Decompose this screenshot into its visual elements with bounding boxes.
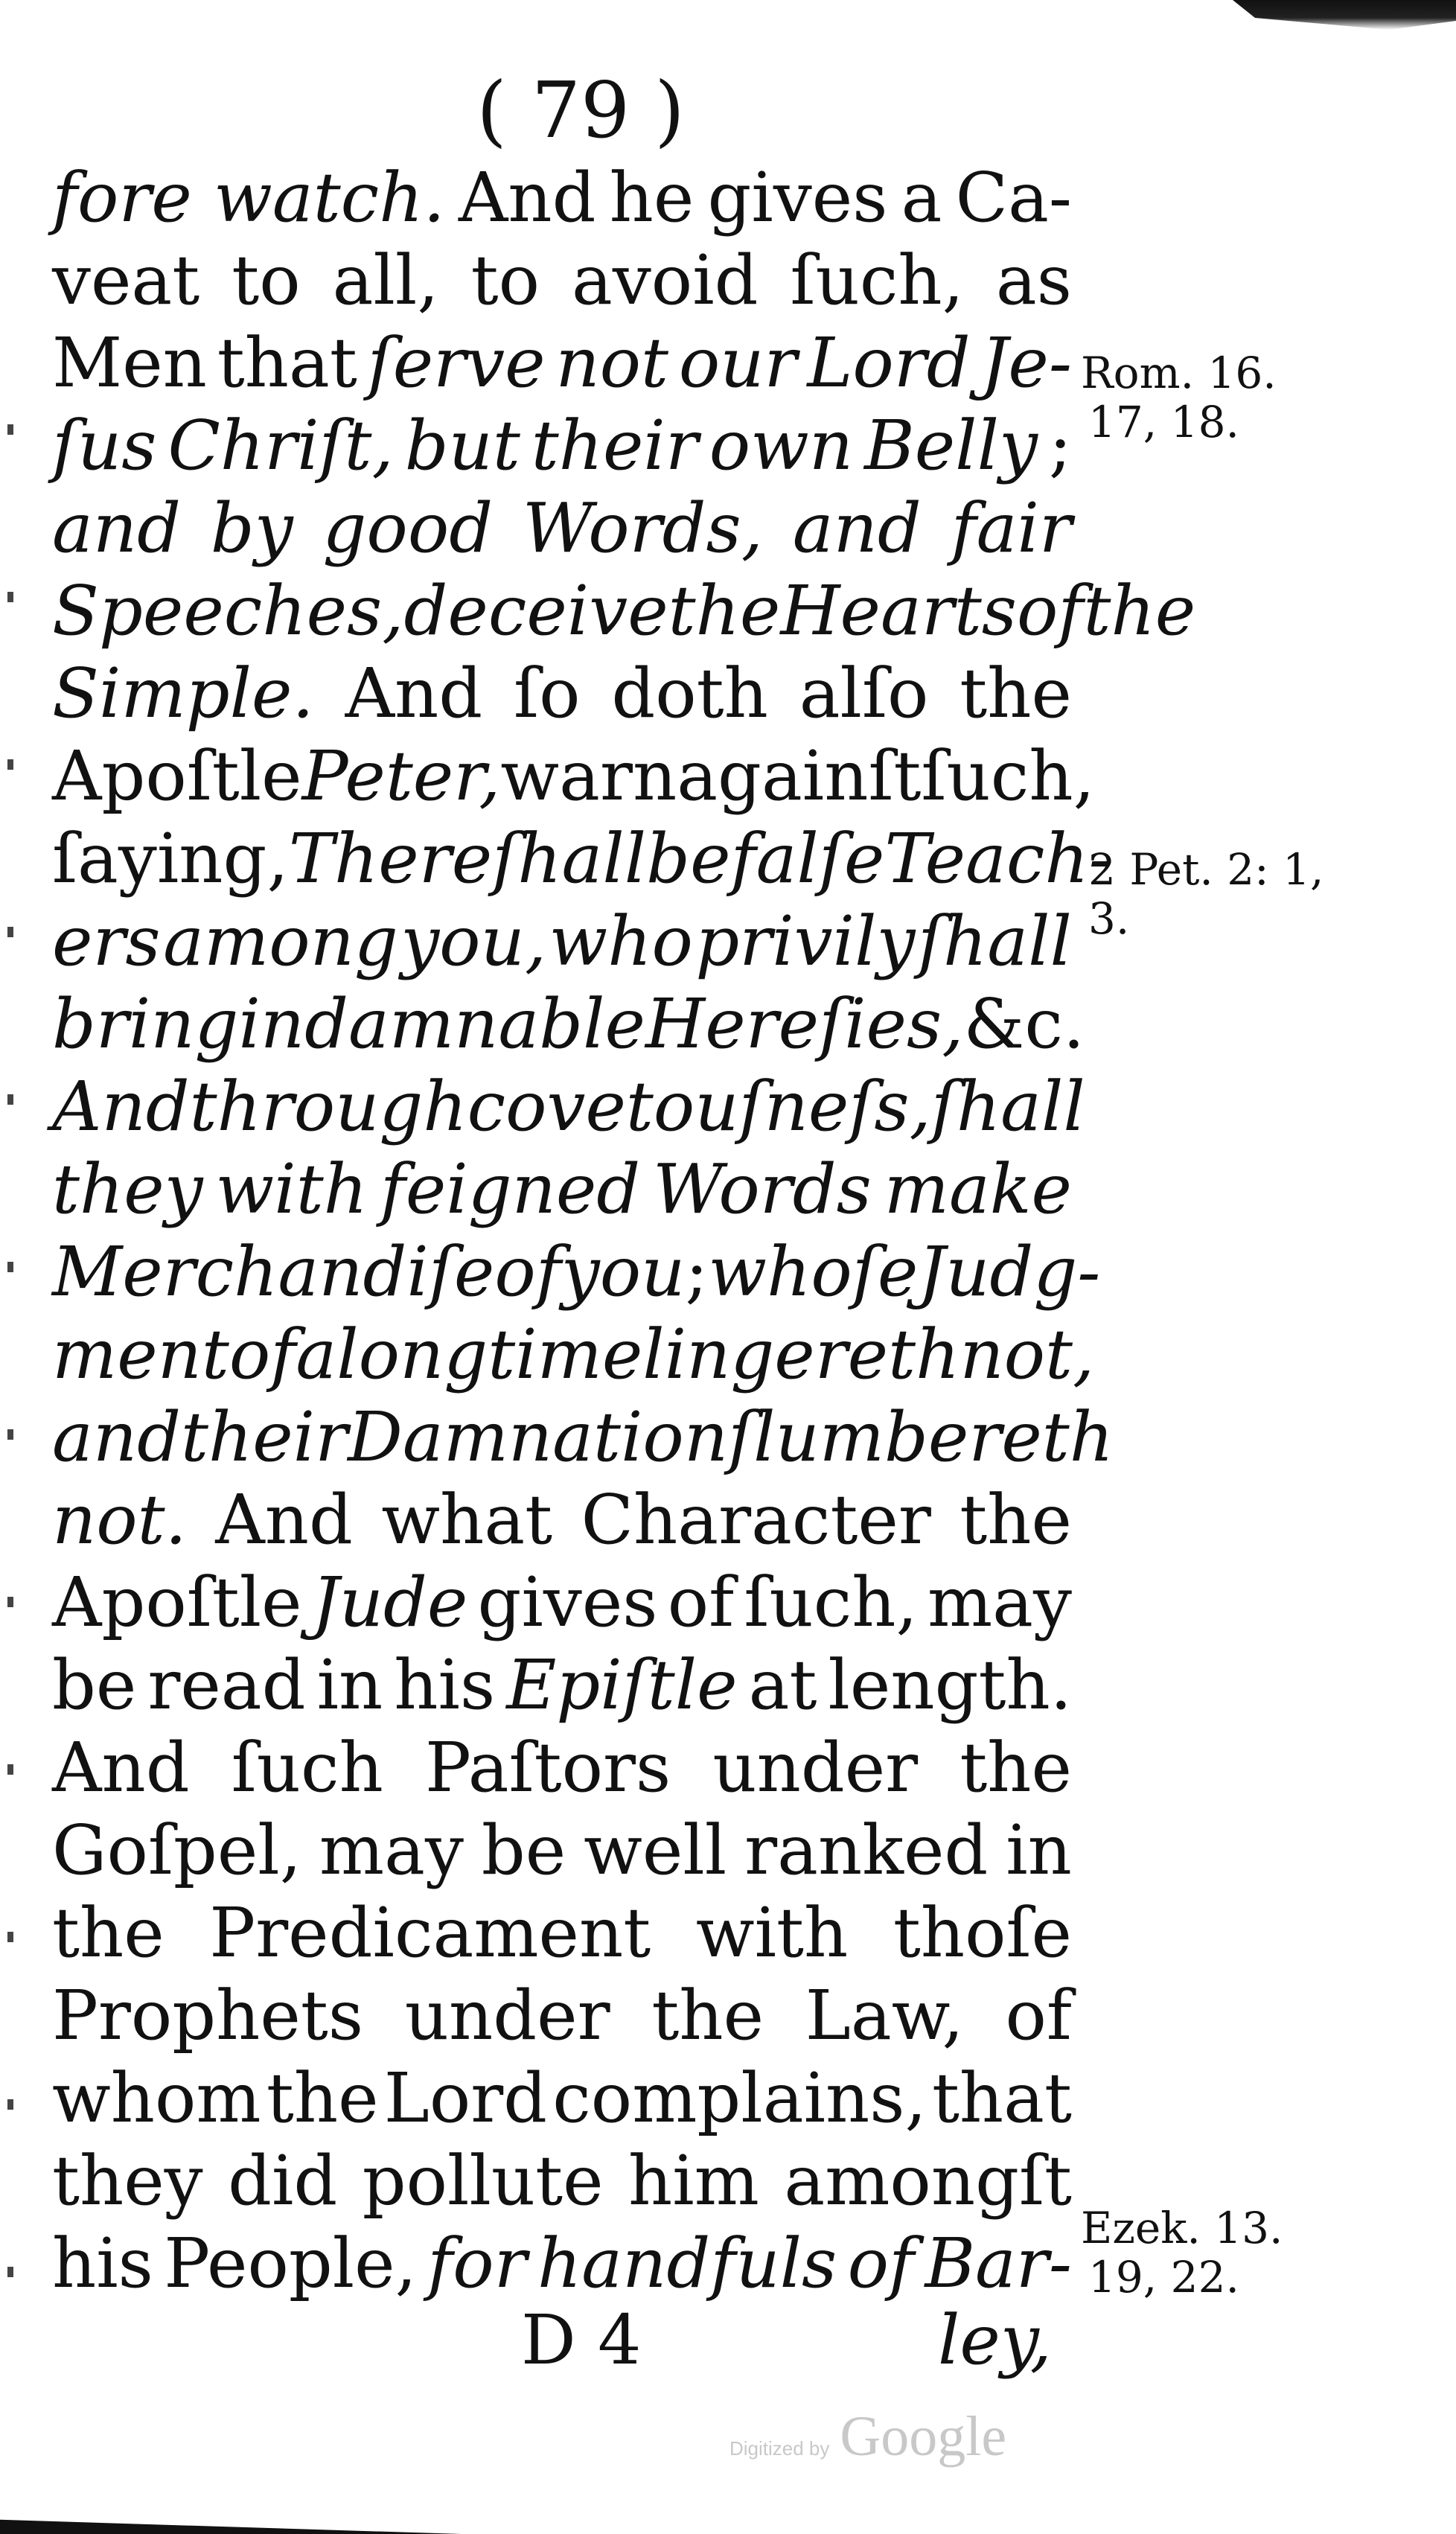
page-number: ( 79 ): [476, 65, 685, 156]
word: his: [394, 1645, 496, 1725]
text-line: [52, 983, 1085, 1065]
word: And: [215, 1480, 353, 1560]
word: not: [555, 323, 669, 403]
word: all,: [332, 240, 439, 320]
word: whom: [52, 2058, 261, 2138]
word: the: [960, 654, 1072, 733]
word: of: [494, 1232, 561, 1312]
word: of: [667, 1563, 735, 1642]
margin-note-line: 3.: [1088, 893, 1130, 944]
word: ſuch,: [744, 1563, 918, 1642]
word: not.: [52, 1480, 187, 1560]
catchword: ley,: [938, 2300, 1052, 2380]
text-line: [52, 900, 1072, 983]
word: Ca-: [955, 158, 1072, 237]
margin-note-pet: [1088, 845, 1324, 943]
word: doth: [611, 654, 768, 733]
word: And: [52, 1728, 190, 1807]
word: Goſpel,: [52, 1810, 301, 1890]
word: under: [712, 1728, 919, 1807]
word: covetouſneſs,: [467, 1067, 931, 1146]
word: and: [52, 488, 181, 568]
word: but: [404, 406, 520, 485]
word: the: [1083, 571, 1196, 651]
text-line: [52, 1644, 1072, 1726]
word: ſuch,: [790, 240, 964, 320]
text-line: [52, 652, 1072, 735]
margin-note-line: 2 Pet. 2: 1,: [1088, 844, 1324, 895]
word: gives: [477, 1563, 658, 1642]
word: and: [792, 488, 922, 568]
word: gives: [707, 158, 888, 237]
word: Belly: [864, 406, 1038, 485]
word: make: [884, 1149, 1072, 1229]
word: avoid: [571, 240, 759, 320]
text-line: [52, 1396, 1114, 1478]
margin-note-line: Ezek. 13.: [1081, 2203, 1283, 2253]
text-line: [52, 1148, 1072, 1231]
word: who: [549, 901, 693, 981]
word: ſlumbereth: [728, 1397, 1114, 1477]
word: not,: [960, 1315, 1095, 1394]
word: feigned: [380, 1149, 641, 1229]
word: with: [695, 1893, 849, 1973]
word: Bar-: [925, 2224, 1072, 2303]
word: fore watch.: [52, 158, 445, 237]
word: the: [266, 2058, 379, 2138]
word: among: [163, 901, 398, 981]
word: he: [609, 158, 695, 237]
word: veat: [52, 240, 200, 320]
word: damnable: [304, 984, 645, 1064]
word: him: [628, 2141, 759, 2221]
word: a: [901, 158, 942, 237]
word: ſus: [52, 406, 157, 485]
text-line: [52, 569, 1196, 652]
word: did: [228, 2141, 338, 2221]
digitized-by-label: Digitized by: [729, 2437, 830, 2460]
google-wordmark: Google: [840, 2405, 1007, 2468]
text-line: [52, 1561, 1072, 1644]
word: Words: [653, 1149, 872, 1229]
word: Teach-: [884, 819, 1112, 899]
word: for: [427, 2224, 527, 2303]
word: Judg-: [918, 1232, 1101, 1312]
text-line: [52, 487, 1072, 569]
word: in: [316, 1645, 383, 1725]
word: Apoſtle: [52, 736, 302, 816]
word: length.: [828, 1645, 1072, 1725]
word: Hereſies,: [645, 984, 964, 1064]
margin-note-rom: [1081, 348, 1277, 447]
word: privily: [695, 901, 916, 981]
word: Speeches,: [52, 571, 404, 651]
word: be: [646, 819, 731, 899]
word: Hearts: [780, 571, 1018, 651]
word: ers: [52, 901, 161, 981]
word: And: [345, 654, 483, 733]
word: Lord: [807, 323, 971, 403]
text-line: [52, 1313, 1095, 1396]
word: Law,: [805, 1976, 964, 2055]
word: they: [52, 1149, 203, 1229]
word: &c.: [963, 984, 1085, 1064]
word: People,: [164, 2224, 417, 2303]
word: ſhall: [930, 1067, 1085, 1146]
gutter-shadow: [0, 313, 19, 2323]
word: to: [232, 240, 301, 320]
word: the: [668, 571, 781, 651]
word: Men: [52, 323, 207, 403]
word: they: [52, 2141, 203, 2221]
word: long: [336, 1315, 488, 1394]
word: that: [931, 2058, 1072, 2138]
text-line: [52, 1231, 1101, 1313]
text-line: [52, 2222, 1072, 2305]
word: falſe: [730, 819, 885, 899]
word: There: [288, 819, 493, 899]
word: And: [52, 1067, 190, 1146]
word: may: [319, 1810, 464, 1890]
word: handfuls: [537, 2224, 837, 2303]
word: Apoſtle: [52, 1563, 302, 1642]
word: thoſe: [893, 1893, 1072, 1973]
word: Words,: [522, 488, 763, 568]
margin-note-line: 17, 18.: [1088, 397, 1239, 447]
word: ;: [1048, 406, 1072, 485]
word: by: [210, 488, 293, 568]
margin-note-line: Rom. 16.: [1081, 348, 1277, 398]
word: that: [217, 323, 357, 403]
word: fair: [951, 488, 1072, 568]
word: the: [960, 1480, 1072, 1560]
word: lingereth: [642, 1315, 960, 1394]
word: in: [1006, 1810, 1072, 1890]
word: Merchandiſe: [52, 1232, 495, 1312]
word: what: [381, 1480, 553, 1560]
text-line: [52, 817, 1112, 900]
word: Damnation: [348, 1397, 729, 1477]
text-line: [52, 1478, 1072, 1561]
word: Chriſt,: [167, 406, 394, 485]
word: Paſtors: [424, 1728, 671, 1807]
margin-note-ezek: [1081, 2203, 1283, 2302]
scan-edge-mark: [1233, 0, 1456, 30]
margin-note-line: 19, 22.: [1088, 2252, 1239, 2302]
text-line: [52, 239, 1072, 322]
word: ſhall: [492, 819, 647, 899]
word: through: [189, 1067, 467, 1146]
text-line: [52, 1892, 1072, 1974]
text-line: [52, 156, 1072, 239]
word: ſaying,: [52, 819, 289, 899]
digitized-watermark: [729, 2404, 1006, 2469]
word: in: [238, 984, 305, 1064]
word: under: [404, 1976, 610, 2055]
word: own: [709, 406, 854, 485]
text-line: [52, 322, 1072, 404]
word: alſo: [799, 654, 929, 733]
word: the: [52, 1893, 165, 1973]
word: amongſt: [784, 2141, 1072, 2221]
word: their: [181, 1397, 348, 1477]
word: to: [470, 240, 540, 320]
word: you,: [400, 901, 547, 981]
text-line: [52, 2139, 1072, 2222]
word: ment: [52, 1315, 229, 1394]
word: Predicament: [209, 1893, 651, 1973]
word: the: [651, 1976, 764, 2055]
word: and: [52, 1397, 181, 1477]
word: And: [458, 158, 596, 237]
word: be: [52, 1645, 137, 1725]
text-line: [52, 1726, 1072, 1809]
word: the: [960, 1728, 1072, 1807]
word: ſuch,: [921, 736, 1095, 816]
signature-mark: D 4: [521, 2300, 642, 2380]
text-line: [52, 1809, 1072, 1892]
word: their: [531, 406, 698, 485]
word: Lord: [383, 2058, 548, 2138]
word: againſt: [677, 736, 922, 816]
word: well: [584, 1810, 727, 1890]
word: his: [52, 2224, 153, 2303]
scan-edge-mark-bottom: [0, 2510, 462, 2534]
word: read: [147, 1645, 306, 1725]
word: ſuch: [231, 1728, 383, 1807]
word: with: [215, 1149, 368, 1229]
word: of: [229, 1315, 296, 1394]
word: ſhall: [917, 901, 1072, 981]
text-line: [52, 1974, 1072, 2057]
word: you: [561, 1232, 686, 1312]
text-line: [52, 1065, 1085, 1148]
word: as: [995, 240, 1072, 320]
text-line: [52, 2057, 1072, 2139]
word: of: [1005, 1976, 1072, 2055]
text-line: [52, 735, 1095, 817]
word: a: [296, 1315, 337, 1394]
word: Peter,: [301, 736, 501, 816]
word: Epiſtle: [506, 1645, 738, 1725]
word: of: [1017, 571, 1084, 651]
word: be: [481, 1810, 566, 1890]
word: Simple.: [52, 654, 314, 733]
word: whoſe: [708, 1232, 919, 1312]
word: ſerve: [367, 323, 546, 403]
word: pollute: [362, 2141, 604, 2221]
word: our: [678, 323, 797, 403]
text-line: [52, 404, 1072, 487]
word: warn: [500, 736, 677, 816]
word: time: [488, 1315, 643, 1394]
word: Prophets: [52, 1976, 364, 2055]
word: of: [847, 2224, 915, 2303]
word: complains,: [552, 2058, 927, 2138]
word: good: [322, 488, 494, 568]
word: Character: [581, 1480, 931, 1560]
word: Jude: [311, 1563, 468, 1642]
word: at: [748, 1645, 817, 1725]
word: bring: [52, 984, 239, 1064]
word: may: [927, 1563, 1072, 1642]
word: ;: [685, 1232, 709, 1312]
word: ranked: [744, 1810, 989, 1890]
word: ſo: [514, 654, 581, 733]
word: Je-: [980, 323, 1072, 403]
word: deceive: [403, 571, 668, 651]
